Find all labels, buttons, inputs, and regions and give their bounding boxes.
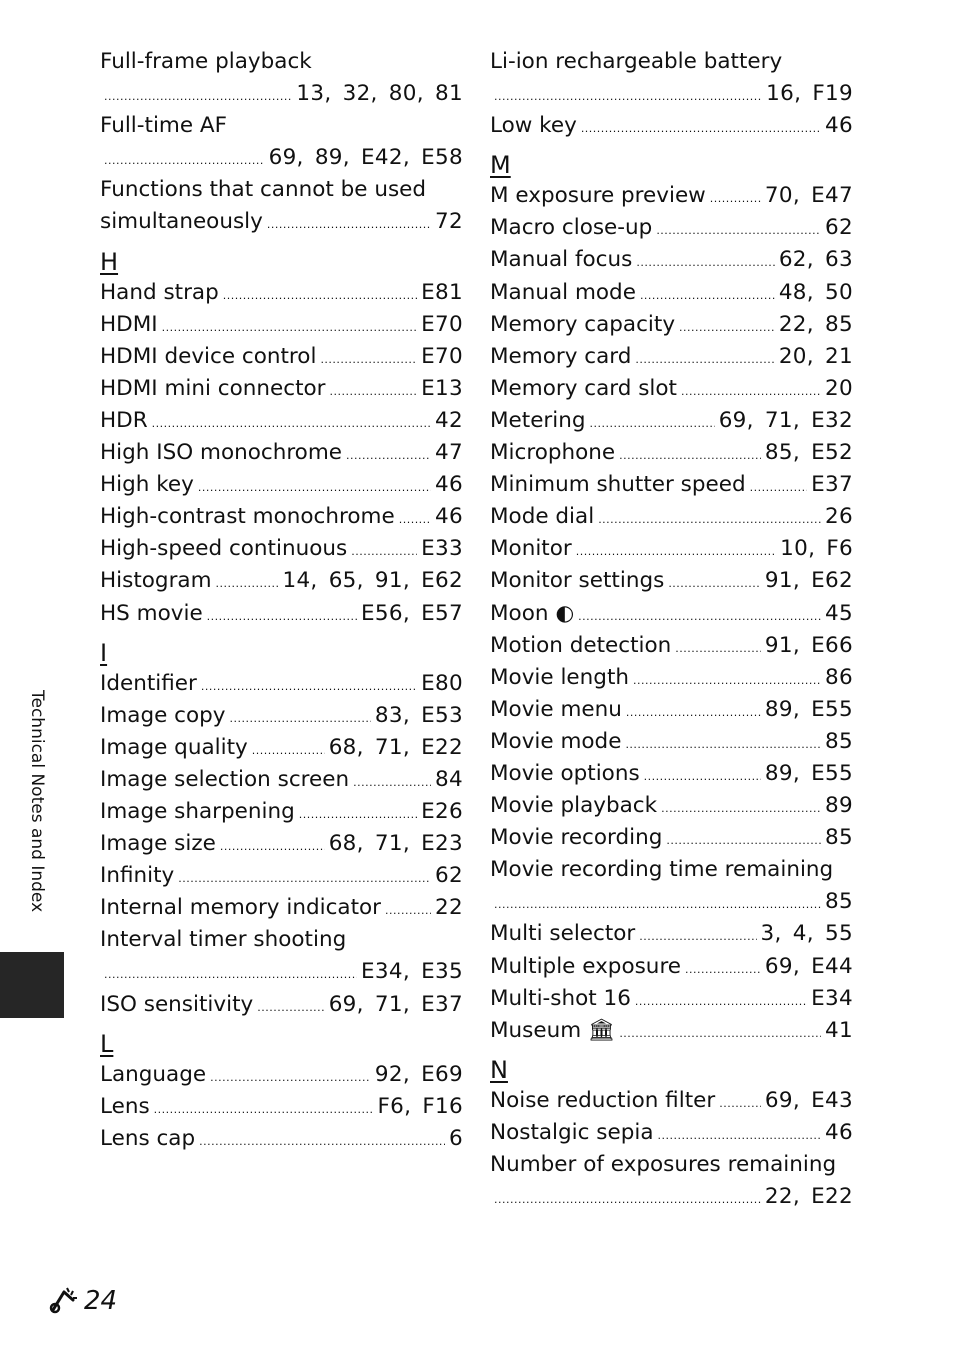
dot-leader xyxy=(658,1120,822,1152)
dot-leader xyxy=(581,113,821,145)
dot-leader xyxy=(199,1126,445,1158)
index-term: Noise reduction filter xyxy=(490,1087,716,1113)
index-entry xyxy=(100,892,463,924)
index-pages: E70 xyxy=(421,311,463,337)
index-term: Movie playback xyxy=(490,793,658,819)
index-entry xyxy=(100,1059,463,1091)
index-pages: 68, 71, E23 xyxy=(328,831,463,857)
index-entry xyxy=(490,469,853,501)
index-entry-continuation xyxy=(100,78,463,110)
page-number-text: 24 xyxy=(84,1286,118,1316)
index-pages: 13, 32, 80, 81 xyxy=(296,81,463,107)
dot-leader xyxy=(353,767,431,799)
dot-leader xyxy=(230,703,371,735)
index-pages: 41 xyxy=(825,1017,853,1043)
dot-leader xyxy=(330,376,418,408)
index-pages: 83, E53 xyxy=(374,702,463,728)
index-entry xyxy=(100,469,463,501)
dot-leader xyxy=(207,601,357,633)
index-term: Minimum shutter speed xyxy=(490,472,746,498)
index-pages: 22, 85 xyxy=(778,311,853,337)
dot-leader xyxy=(685,954,761,986)
index-entry xyxy=(100,46,463,78)
index-term: Microphone xyxy=(490,440,616,466)
index-entry xyxy=(100,373,463,405)
index-entry xyxy=(100,860,463,892)
index-term: Full-time AF xyxy=(100,113,228,139)
index-section-heading: I xyxy=(100,638,108,667)
index-pages: 91, E62 xyxy=(764,568,853,594)
dot-leader xyxy=(152,408,431,440)
index-term: Internal memory indicator xyxy=(100,895,382,921)
dot-leader xyxy=(625,729,821,761)
index-term: Monitor xyxy=(490,536,572,562)
index-pages: 47 xyxy=(435,440,463,466)
index-pages: E56, E57 xyxy=(361,600,463,626)
dot-leader xyxy=(162,312,418,344)
index-pages: 85, E52 xyxy=(764,440,853,466)
dot-leader xyxy=(210,1062,371,1094)
index-entry xyxy=(100,437,463,469)
index-pages: 86 xyxy=(825,664,853,690)
index-term: Infinity xyxy=(100,863,175,889)
index-entry xyxy=(100,828,463,860)
index-entry-continuation xyxy=(100,142,463,174)
index-entry xyxy=(490,630,853,662)
index-term: Low key xyxy=(490,113,577,139)
index-term: HS movie xyxy=(100,600,203,626)
index-term: Memory card slot xyxy=(490,375,677,401)
index-term: Li-ion rechargeable battery xyxy=(490,49,783,74)
index-pages: 62, 63 xyxy=(778,247,853,273)
index-entry xyxy=(490,790,853,822)
index-term: High key xyxy=(100,472,194,498)
index-entry xyxy=(490,1085,853,1117)
index-term: Movie length xyxy=(490,664,629,690)
index-term: Monitor settings xyxy=(490,568,665,594)
index-pages: 69, E43 xyxy=(764,1087,853,1113)
dot-leader xyxy=(320,344,417,376)
index-term: Museum 🏛 xyxy=(490,1017,616,1043)
index-pages: 70, E47 xyxy=(764,183,853,209)
index-term: Language xyxy=(100,1061,207,1087)
index-entry xyxy=(100,1123,463,1155)
index-pages: E70 xyxy=(421,343,463,369)
index-column-right xyxy=(490,46,853,1213)
index-entry xyxy=(490,46,853,78)
index-pages: 89, E55 xyxy=(764,760,853,786)
index-term: HDMI mini connector xyxy=(100,375,326,401)
index-pages: 69, 71, E37 xyxy=(328,991,463,1017)
index-pages: 72 xyxy=(435,209,463,235)
index-pages: 16, F19 xyxy=(766,81,853,107)
index-entry xyxy=(100,501,463,533)
dot-leader xyxy=(178,863,431,895)
index-section-heading: H xyxy=(100,247,119,276)
index-entry xyxy=(100,533,463,565)
index-pages: 62 xyxy=(435,863,463,889)
index-term: Multi selector xyxy=(490,921,636,947)
index-term: Motion detection xyxy=(490,632,672,658)
index-term: Image copy xyxy=(100,702,226,728)
page-number xyxy=(47,1286,117,1316)
index-term: Interval timer shooting xyxy=(100,927,347,953)
index-pages: 42 xyxy=(435,407,463,433)
index-entry xyxy=(490,244,853,276)
index-entry xyxy=(490,277,853,309)
index-entry xyxy=(490,726,853,758)
index-pages: 48, 50 xyxy=(778,279,853,305)
dot-leader xyxy=(494,889,821,921)
index-term: Image quality xyxy=(100,734,248,760)
index-entry xyxy=(100,341,463,373)
index-entry xyxy=(490,341,853,373)
index-term: Manual mode xyxy=(490,279,636,305)
dot-leader xyxy=(578,601,821,633)
index-pages: 46 xyxy=(435,504,463,530)
index-entry xyxy=(100,1091,463,1123)
index-pages: 89, E55 xyxy=(764,696,853,722)
dot-leader xyxy=(104,81,292,113)
index-entry xyxy=(490,180,853,212)
dot-leader xyxy=(666,825,821,857)
index-term: M exposure preview xyxy=(490,183,706,209)
index-entry xyxy=(490,110,853,142)
index-term: Memory capacity xyxy=(490,311,676,337)
dot-leader xyxy=(656,215,821,247)
index-term: Multiple exposure xyxy=(490,953,682,979)
index-pages: 84 xyxy=(435,766,463,792)
index-entry xyxy=(490,533,853,565)
index-term: Movie recording time remaining xyxy=(490,857,834,883)
index-term: Metering xyxy=(490,407,586,433)
index-term: simultaneously xyxy=(100,209,263,235)
index-term: HDMI device control xyxy=(100,343,317,369)
index-pages: 14, 65, 91, E62 xyxy=(282,568,463,594)
index-pages: E13 xyxy=(421,375,463,401)
index-entry xyxy=(100,206,463,238)
index-entry xyxy=(490,758,853,790)
index-term: Manual focus xyxy=(490,247,633,273)
index-section-heading: N xyxy=(490,1055,508,1084)
dot-leader xyxy=(668,568,761,600)
index-entry xyxy=(490,1015,853,1047)
index-entry xyxy=(490,373,853,405)
index-entry xyxy=(100,110,463,142)
reference-icon xyxy=(47,1286,81,1316)
index-term: Nostalgic sepia xyxy=(490,1119,654,1145)
index-term: Image selection screen xyxy=(100,766,350,792)
index-term: Identifier xyxy=(100,670,197,696)
index-entry xyxy=(490,598,853,630)
index-pages: 45 xyxy=(825,600,853,626)
index-entry xyxy=(100,924,463,956)
index-pages: 85 xyxy=(825,889,853,915)
index-entry xyxy=(100,989,463,1021)
index-term: HDMI xyxy=(100,311,158,337)
dot-leader xyxy=(267,209,431,241)
index-entry xyxy=(100,700,463,732)
index-pages: 62 xyxy=(825,215,853,241)
section-label: Technical Notes and Index xyxy=(27,690,47,913)
dot-leader xyxy=(216,568,279,600)
index-entry xyxy=(100,565,463,597)
index-pages: E37 xyxy=(811,472,853,498)
index-column-left xyxy=(100,46,463,1155)
dot-leader xyxy=(679,312,775,344)
index-entry xyxy=(490,918,853,950)
index-pages: E34, E35 xyxy=(361,959,463,985)
index-term: Multi-shot 16 xyxy=(490,985,631,1011)
dot-leader xyxy=(719,1088,761,1120)
index-entry xyxy=(490,565,853,597)
dot-leader xyxy=(104,145,265,177)
index-term: High ISO monochrome xyxy=(100,440,343,466)
index-pages: 22 xyxy=(435,895,463,921)
index-pages: 46 xyxy=(825,113,853,139)
index-entry-continuation xyxy=(490,886,853,918)
index-term: Number of exposures remaining xyxy=(490,1152,837,1177)
index-term: Hand strap xyxy=(100,279,219,305)
dot-leader xyxy=(201,671,417,703)
index-entry xyxy=(490,822,853,854)
index-section-heading: L xyxy=(100,1029,114,1058)
index-entry xyxy=(490,405,853,437)
index-pages: 89 xyxy=(825,793,853,819)
index-term: Lens xyxy=(100,1093,150,1119)
index-pages: 69, E44 xyxy=(764,953,853,979)
dot-leader xyxy=(351,536,417,568)
index-entry xyxy=(100,732,463,764)
dot-leader xyxy=(257,992,324,1024)
index-term: Image sharpening xyxy=(100,798,295,824)
dot-leader xyxy=(346,440,431,472)
index-term: Movie menu xyxy=(490,696,622,722)
dot-leader xyxy=(661,793,821,825)
dot-leader xyxy=(710,183,761,215)
dot-leader xyxy=(644,761,761,793)
dot-leader xyxy=(494,81,762,113)
index-pages: 68, 71, E22 xyxy=(328,734,463,760)
index-pages: 69, 71, E32 xyxy=(718,407,853,433)
index-pages: 92, E69 xyxy=(374,1061,463,1087)
index-entry-continuation xyxy=(490,1181,853,1213)
index-entry xyxy=(490,1149,853,1181)
dot-leader xyxy=(626,697,761,729)
index-pages: 22, E22 xyxy=(764,1184,853,1210)
index-pages: E81 xyxy=(421,279,463,305)
index-pages: 46 xyxy=(435,472,463,498)
index-term: Movie options xyxy=(490,760,640,786)
dot-leader xyxy=(675,633,761,665)
dot-leader xyxy=(252,735,325,767)
dot-leader xyxy=(681,376,821,408)
index-term: ISO sensitivity xyxy=(100,991,254,1017)
index-entry xyxy=(100,764,463,796)
index-entry xyxy=(100,796,463,828)
index-entry xyxy=(490,212,853,244)
index-term: High-contrast monochrome xyxy=(100,504,395,530)
index-term: Movie recording xyxy=(490,825,663,851)
index-entry xyxy=(490,951,853,983)
index-pages: E34 xyxy=(811,985,853,1011)
index-entry-continuation xyxy=(100,956,463,988)
index-pages: 10, F6 xyxy=(780,536,853,562)
index-pages: 91, E66 xyxy=(764,632,853,658)
index-entry xyxy=(490,983,853,1015)
index-term: High-speed continuous xyxy=(100,536,348,562)
index-pages: 26 xyxy=(825,504,853,530)
index-section-heading: M xyxy=(490,151,511,180)
index-term: Mode dial xyxy=(490,504,595,530)
dot-leader xyxy=(223,280,417,312)
dot-leader xyxy=(590,408,715,440)
index-pages: F6, F16 xyxy=(377,1093,463,1119)
dot-leader xyxy=(154,1094,374,1126)
dot-leader xyxy=(104,959,357,991)
index-pages: 46 xyxy=(825,1119,853,1145)
dot-leader xyxy=(635,344,774,376)
index-term: Functions that cannot be used xyxy=(100,177,427,203)
section-tab xyxy=(0,952,64,1018)
dot-leader xyxy=(598,504,821,536)
index-pages: 3, 4, 55 xyxy=(760,921,853,947)
dot-leader xyxy=(640,280,775,312)
dot-leader xyxy=(636,247,774,279)
index-term: Histogram xyxy=(100,568,212,594)
index-pages: 69, 89, E42, E58 xyxy=(268,145,463,171)
index-term: Moon ◐ xyxy=(490,600,575,626)
index-entry xyxy=(490,437,853,469)
index-pages: 85 xyxy=(825,825,853,851)
index-term: Full-frame playback xyxy=(100,49,312,74)
dot-leader xyxy=(299,799,417,831)
index-pages: 6 xyxy=(449,1125,463,1151)
index-term: Lens cap xyxy=(100,1125,196,1151)
index-term: Movie mode xyxy=(490,728,622,754)
index-pages: 20, 21 xyxy=(778,343,853,369)
index-term: Macro close-up xyxy=(490,215,653,241)
dot-leader xyxy=(619,1018,821,1050)
index-pages: E80 xyxy=(421,670,463,696)
index-entry xyxy=(490,854,853,886)
dot-leader xyxy=(633,665,821,697)
index-entry xyxy=(100,309,463,341)
index-pages: E26 xyxy=(421,798,463,824)
index-entry xyxy=(100,405,463,437)
index-entry xyxy=(490,501,853,533)
dot-leader xyxy=(619,440,761,472)
index-pages: 85 xyxy=(825,728,853,754)
index-pages: E33 xyxy=(421,536,463,562)
index-term: Memory card xyxy=(490,343,632,369)
dot-leader xyxy=(385,895,431,927)
index-entry xyxy=(490,309,853,341)
index-entry xyxy=(490,694,853,726)
dot-leader xyxy=(639,921,756,953)
dot-leader xyxy=(635,986,807,1018)
index-entry xyxy=(100,598,463,630)
index-entry xyxy=(100,277,463,309)
dot-leader xyxy=(494,1184,761,1216)
dot-leader xyxy=(220,831,325,863)
dot-leader xyxy=(750,472,808,504)
index-pages: 20 xyxy=(825,375,853,401)
index-term: Image size xyxy=(100,831,216,857)
index-entry-continuation xyxy=(490,78,853,110)
dot-leader xyxy=(576,536,776,568)
index-entry xyxy=(490,1117,853,1149)
index-entry xyxy=(100,174,463,206)
dot-leader xyxy=(399,504,431,536)
index-entry xyxy=(100,668,463,700)
index-term: HDR xyxy=(100,407,148,433)
dot-leader xyxy=(198,472,431,504)
index-entry xyxy=(490,662,853,694)
